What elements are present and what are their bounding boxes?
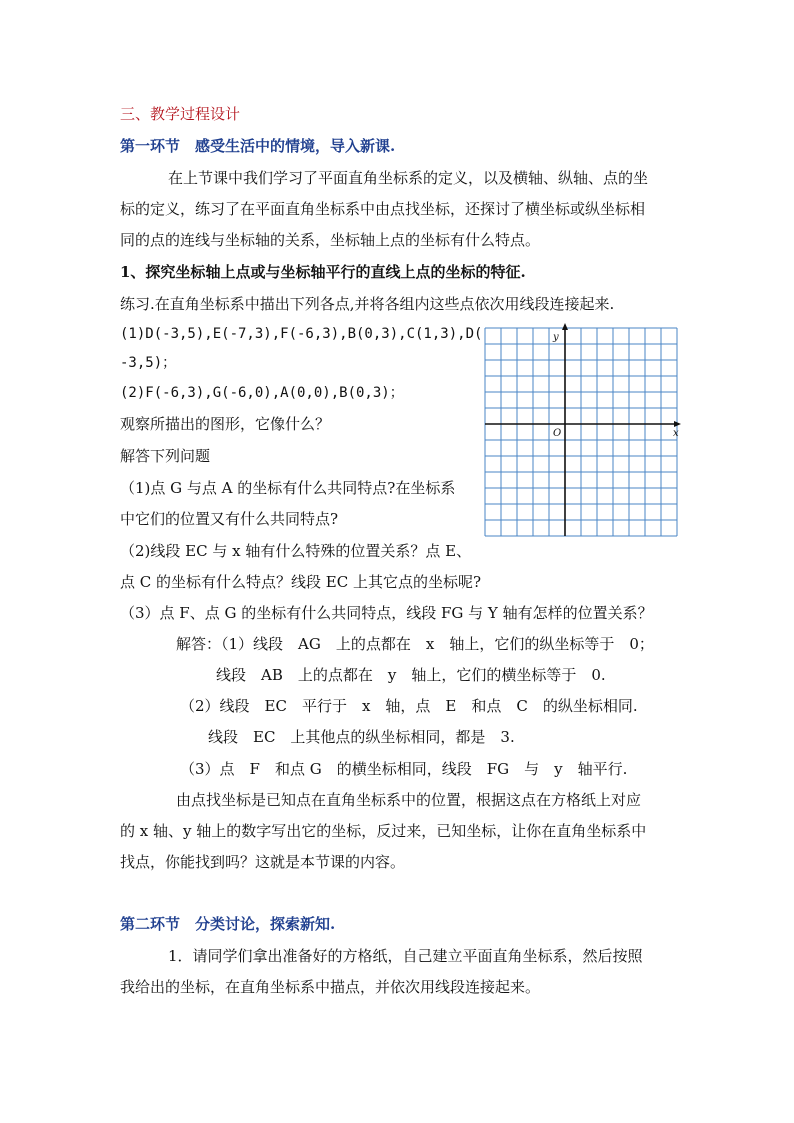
origin-label: O: [553, 428, 562, 439]
y-axis-arrow-icon: [562, 323, 568, 330]
question-1: （1)点 G 与点 A 的坐标有什么共同特点?在坐标系: [120, 479, 456, 497]
answer-1: 解答：（1）线段 AG 上的点都在 x 轴上，它们的纵坐标等于 0；: [176, 635, 654, 653]
y-axis-label: y: [553, 332, 559, 343]
step2-heading: 第二环节 分类讨论，探索新知.: [120, 915, 336, 933]
question-2-cont: 点 C 的坐标有什么特点？线段 EC 上其它点的坐标呢?: [120, 573, 482, 591]
points-group-1-cont: -3,5)；: [120, 355, 177, 371]
coordinate-grid-figure: [483, 323, 683, 543]
answer-3: （3）点 F 和点 G 的横坐标相同，线段 FG 与 y 轴平行.: [180, 760, 628, 778]
points-group-1: (1)D(-3,5),E(-7,3),F(-6,3),B(0,3),C(1,3),D(: [120, 326, 483, 342]
intro-line-2: 标的定义，练习了在平面直角坐标系中由点找坐标，还探讨了横坐标或纵坐标相: [120, 200, 646, 218]
summary-line-1: 由点找坐标是已知点在直角坐标系中的位置，根据这点在方格纸上对应: [176, 791, 642, 809]
summary-line-2: 的 x 轴、y 轴上的数字写出它的坐标，反过来，已知坐标，让你在直角坐标系中: [120, 822, 647, 840]
section-title: 三、教学过程设计: [120, 105, 241, 123]
intro-line-1: 在上节课中我们学习了平面直角坐标系的定义，以及横轴、纵轴、点的坐: [168, 169, 649, 187]
step1-heading: 第一环节 感受生活中的情境，导入新课.: [120, 137, 396, 155]
step2-line-1: 1．请同学们拿出准备好的方格纸，自己建立平面直角坐标系，然后按照: [168, 947, 643, 965]
summary-line-3: 找点，你能找到吗？这就是本节课的内容。: [120, 853, 406, 871]
answer-prompt: 解答下列问题: [120, 447, 211, 465]
question-3: （3）点 F、点 G 的坐标有什么共同特点，线段 FG 与 Y 轴有怎样的位置关系？: [120, 604, 653, 622]
observe-question: 观察所描出的图形，它像什么？: [120, 415, 331, 433]
answer-2b: 线段 EC 上其他点的纵坐标相同，都是 3.: [208, 728, 515, 746]
answer-2: （2）线段 EC 平行于 x 轴，点 E 和点 C 的纵坐标相同.: [180, 697, 638, 715]
question-1-cont: 中它们的位置又有什么共同特点?: [120, 510, 339, 528]
question-2: （2)线段 EC 与 x 轴有什么特殊的位置关系？点 E、: [120, 542, 472, 560]
topic-heading: 1、探究坐标轴上点或与坐标轴平行的直线上点的坐标的特征.: [120, 263, 526, 281]
x-axis-label: x: [673, 428, 679, 439]
intro-line-3: 同的点的连线与坐标轴的关系，坐标轴上点的坐标有什么特点。: [120, 231, 541, 249]
coordinate-grid: [483, 323, 683, 543]
exercise-text: 练习.在直角坐标系中描出下列各点,并将各组内这些点依次用线段连接起来.: [120, 295, 615, 313]
answer-1b: 线段 AB 上的点都在 y 轴上，它们的横坐标等于 0.: [216, 666, 606, 684]
step2-line-2: 我给出的坐标，在直角坐标系中描点，并依次用线段连接起来。: [120, 978, 541, 996]
points-group-2: (2)F(-6,3),G(-6,0),A(0,0),B(0,3)；: [120, 385, 404, 401]
